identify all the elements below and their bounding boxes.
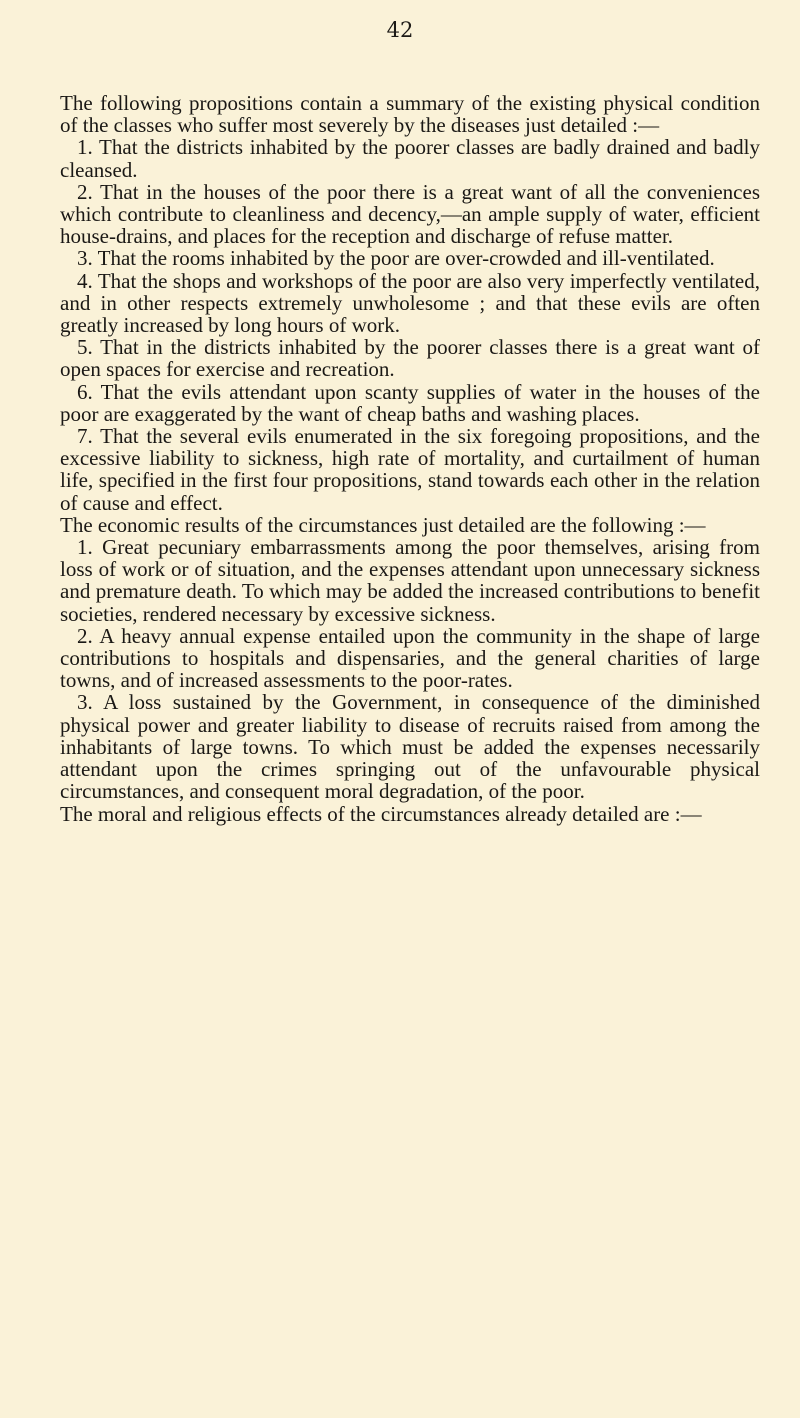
physical-proposition-5: 5. That in the districts inhabited by the poorer classes there is a great want of open spaces for exercise and recreation. — [60, 335, 760, 382]
economic-intro: The economic results of the circumstances just detailed are the following :— — [60, 512, 706, 537]
physical-proposition-6: 6. That the evils attendant upon scanty supplies of water in the houses of the poor are exaggerated by the want of cheap baths and washing places. — [60, 379, 760, 426]
economic-result-1: 1. Great pecuniary embarrassments among the poor themselves, arising from loss of work or of situation, and the expenses attendant upon unnecessary sickness and premature death. To which may be added the increased contributions to benefit societies, rendered necessary by excessive sickness. — [60, 535, 760, 626]
physical-proposition-7: 7. That the several evils enumerated in the six foregoing propositions, and the excessive liability to sickness, high rate of mortality, and curtailment of human life, specified in the first four propositions, stand towards each other in the relation of cause and effect. — [60, 424, 760, 515]
economic-result-2: 2. A heavy annual expense entailed upon the community in the shape of large contributions to hospitals and dispensaries, and the general charities of large towns, and of increased assessments to the poor-rates. — [60, 623, 760, 693]
page-number: 42 — [386, 18, 414, 42]
physical-proposition-3: 3. That the rooms inhabited by the poor are over-crowded and ill-ventilated. — [77, 246, 715, 271]
physical-intro: The following propositions contain a summary of the existing physical condition of the classes who suffer most severely by the diseases just detailed :— — [60, 91, 760, 138]
moral-intro: The moral and religious effects of the circumstances already detailed are :— — [60, 801, 702, 826]
economic-result-3: 3. A loss sustained by the Government, in consequence of the diminished physical power and greater liability to disease of recruits raised from among the inhabitants of large towns. To which must be added the expenses necessarily attendant upon the crimes springing out of the unfavourable physical circumstances, and consequent moral degradation, of the poor. — [60, 690, 760, 804]
page-body — [60, 92, 760, 825]
physical-proposition-4: 4. That the shops and workshops of the poor are also very imperfectly ventilated, and in other respects extremely unwholesome ; and that these evils are often greatly increased by long hours of work. — [60, 268, 760, 338]
physical-proposition-2: 2. That in the houses of the poor there is a great want of all the conveniences which contribute to cleanliness and decency,—an ample supply of water, efficient house-drains, and places for the reception and discharge of refuse matter. — [60, 179, 760, 249]
physical-proposition-1: 1. That the districts inhabited by the poorer classes are badly drained and badly cleansed. — [60, 135, 760, 182]
